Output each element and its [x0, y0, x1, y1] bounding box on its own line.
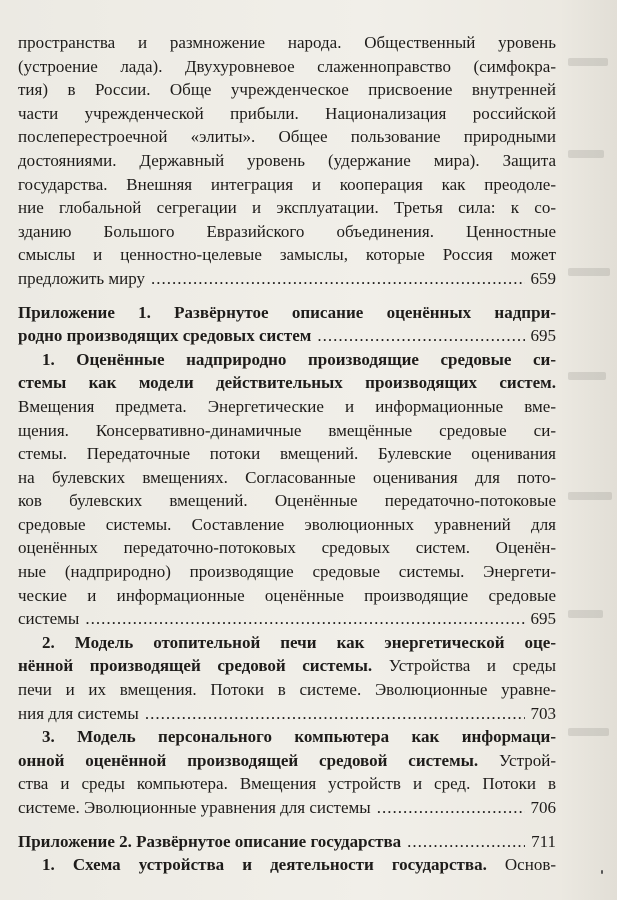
page-speck — [601, 870, 603, 874]
dot-leader — [85, 607, 524, 631]
toc-entry-appendix-2 — [18, 830, 556, 877]
toc-line: (устроение лада). Двухуровневое слаженноправство (симфокра- — [18, 56, 556, 76]
appendix-title: Приложение 2. Развёрнутое описание государства — [18, 831, 402, 851]
section-desc: Основ- — [486, 855, 557, 875]
section-title-cont — [18, 749, 556, 773]
facing-page-shadow — [560, 0, 617, 900]
toc-line-with-page — [18, 607, 556, 631]
toc-line: щения. Консервативно-динамичные вмещённые средовые си- — [18, 420, 556, 440]
table-of-contents — [18, 31, 556, 877]
section-desc: Устрой- — [478, 750, 556, 770]
toc-entry-previous — [18, 31, 556, 291]
bleed-text-fragment — [568, 150, 604, 158]
dot-leader — [377, 796, 525, 820]
page-number: 711 — [531, 831, 556, 851]
toc-line: Вмещения предмета. Энергетические и информационные вме- — [18, 396, 556, 416]
toc-line-text: системе. Эволюционные уравнения для системы — [18, 798, 371, 817]
toc-line: ние глобальной сегрегации и эксплуатации. Третья сила: к со- — [18, 198, 556, 218]
toc-line: на булевских вмещениях. Согласованные оценивания для пото- — [18, 467, 556, 487]
dot-leader — [145, 702, 525, 726]
toc-line: ков булевских вмещений. Оценённые передаточно-потоковые — [18, 491, 556, 511]
bleed-text-fragment — [568, 372, 606, 380]
toc-entry-appendix-1 — [18, 301, 556, 820]
bleed-text-fragment — [568, 492, 612, 500]
page-number: 706 — [530, 798, 556, 817]
toc-line: оценённых передаточно-потоковых средовых систем. Оценён- — [18, 538, 556, 558]
section-title-line — [18, 853, 556, 877]
section-title-cont — [18, 654, 556, 678]
dot-leader — [151, 267, 524, 291]
toc-line-with-page — [18, 702, 556, 726]
section-title-bold: онной оценённой производящей средовой системы. — [18, 750, 479, 770]
appendix-title: Приложение 1. Развёрнутое описание оценённых надпри- — [18, 302, 556, 322]
section-desc: Устройства и среды — [372, 656, 556, 676]
appendix-title-cont: родно производящих средовых систем — [18, 326, 312, 346]
section-title: 2. Модель отопительной печи как энергетической оце- — [42, 632, 556, 652]
bleed-text-fragment — [568, 58, 608, 66]
toc-line-with-page — [18, 267, 556, 291]
toc-line: тия) в России. Обще учрежденческое присвоение внутренней — [18, 80, 556, 100]
toc-line: печи и их вмещения. Потоки в системе. Эволюционные уравне- — [18, 680, 556, 700]
toc-line: пространства и размножение народа. Общественный уровень — [18, 33, 556, 52]
section-title-cont: стемы как модели действительных производящих систем. — [18, 373, 556, 393]
toc-line: ные (надприродно) производящие средовые системы. Энергети- — [18, 562, 556, 582]
toc-line-with-page — [18, 324, 556, 348]
toc-line-text: ния для системы — [18, 703, 139, 723]
toc-line-with-page — [18, 796, 556, 820]
dot-leader — [407, 830, 525, 854]
toc-line: ческие и информационные оценённые производящие средовые — [18, 585, 556, 605]
page-number: 703 — [530, 703, 556, 723]
page-number: 695 — [530, 609, 556, 629]
section-title-bold: 1. Схема устройства и деятельности государства. — [42, 855, 487, 875]
section-title-bold: нённой производящей средовой системы. — [18, 656, 373, 676]
bleed-text-fragment — [568, 268, 610, 276]
toc-line: достояниями. Державный уровень (удержание мира). Защита — [18, 150, 556, 170]
bleed-text-fragment — [568, 728, 609, 736]
toc-line: государства. Внешняя интеграция и кооперация как преодоле- — [18, 174, 556, 194]
toc-line: послеперестроечной «элиты». Общее пользование природными — [18, 127, 556, 147]
toc-line: зданию Большого Евразийского объединения. Ценностные — [18, 221, 556, 241]
toc-line: стемы. Передаточные потоки вмещений. Булевские оценивания — [18, 444, 556, 464]
toc-line-text: предложить миру — [18, 268, 146, 288]
toc-line-text: системы — [18, 609, 80, 629]
page-number: 695 — [530, 326, 556, 346]
toc-line: ства и среды компьютера. Вмещения устройств и сред. Потоки в — [18, 774, 556, 794]
page-number: 659 — [530, 268, 556, 288]
section-title: 3. Модель персонального компьютера как информаци- — [42, 727, 556, 747]
dot-leader — [317, 324, 524, 348]
toc-line-with-page — [18, 830, 556, 854]
section-title: 1. Оценённые надприродно производящие средовые си- — [42, 349, 556, 369]
bleed-text-fragment — [568, 610, 603, 618]
toc-line: средовые системы. Составление эволюционных уравнений для — [18, 514, 556, 534]
toc-line: смыслы и ценностно-целевые замыслы, которые Россия может — [18, 245, 556, 265]
toc-line: части учрежденческой прибыли. Национализация российской — [18, 103, 556, 123]
